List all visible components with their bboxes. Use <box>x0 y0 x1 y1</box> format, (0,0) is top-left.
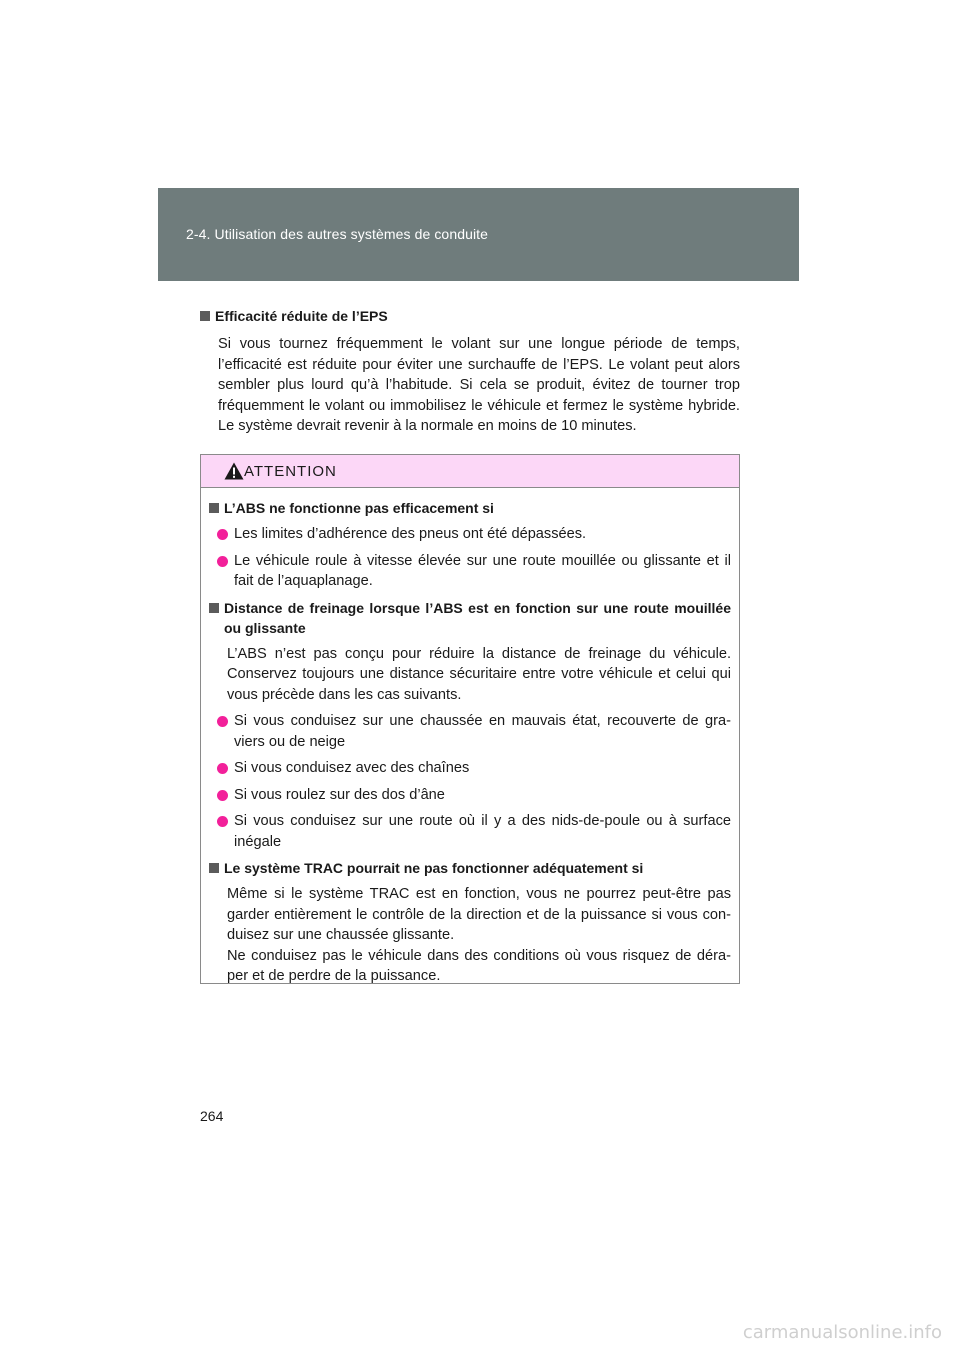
trac-paragraph <box>227 884 731 987</box>
list-item: Si vous conduisez sur une chaussée en mauvais état, recouverte de gra-viers ou de neige <box>217 711 731 752</box>
page-number: 264 <box>200 1108 224 1124</box>
section-header-band <box>158 188 799 281</box>
abs-heading <box>209 498 731 518</box>
list-item: Si vous conduisez sur une route où il y a des nids-de-poule ou à surface inégale <box>217 811 731 852</box>
attention-header <box>201 455 739 488</box>
list-item: Si vous roulez sur des dos d’âne <box>217 785 731 806</box>
pink-dot-icon <box>217 816 228 827</box>
list-item: Le véhicule roule à vitesse élevée sur une route mouillée ou glissante et il fait de l’aquaplanage. <box>217 551 731 592</box>
pink-dot-icon <box>217 716 228 727</box>
section-title: 2-4. Utilisation des autres systèmes de conduite <box>186 226 489 242</box>
pink-dot-icon <box>217 790 228 801</box>
abs-heading-text: L’ABS ne fonctionne pas efficacement si <box>224 500 494 516</box>
trac-paragraph-line: Même si le système TRAC est en fonction, vous ne pourrez peut-être pas garder entièrement le contrôle de la direction et de la puissance si vous con-duisez sur une chaussée glissante. <box>227 886 731 943</box>
square-bullet-icon <box>209 863 219 873</box>
list-item: Les limites d’adhérence des pneus ont été dépassées. <box>217 524 731 545</box>
attention-body <box>201 488 739 987</box>
intro-heading-text: Efficacité réduite de l’EPS <box>215 308 388 324</box>
trac-paragraph-line: Ne conduisez pas le véhicule dans des conditions où vous risquez de déra-per et de perdre de la puissance. <box>227 947 731 984</box>
intro-heading <box>200 306 740 326</box>
square-bullet-icon <box>209 503 219 513</box>
square-bullet-icon <box>209 603 219 613</box>
square-bullet-icon <box>200 311 210 321</box>
watermark: carmanualsonline.info <box>742 1322 942 1343</box>
braking-distance-heading <box>209 598 731 638</box>
braking-distance-paragraph: L’ABS n’est pas conçu pour réduire la distance de freinage du véhicule. Conservez toujours une distance sécuritaire entre votre véhicule et celui qui vous précède dans les cas suivants. <box>227 645 731 703</box>
trac-heading <box>209 858 731 878</box>
trac-heading-text: Le système TRAC pourrait ne pas fonctionner adéquatement si <box>224 860 644 876</box>
intro-section <box>200 306 740 437</box>
braking-distance-heading-text: Distance de freinage lorsque l’ABS est en fonction sur une route mouillée ou glissante <box>224 599 731 636</box>
pink-dot-icon <box>217 529 228 540</box>
attention-title: ATTENTION <box>244 463 337 480</box>
list-item: Si vous conduisez avec des chaînes <box>217 758 731 779</box>
pink-dot-icon <box>217 556 228 567</box>
pink-dot-icon <box>217 763 228 774</box>
warning-triangle-icon <box>224 462 244 480</box>
attention-box <box>200 454 740 984</box>
intro-paragraph: Si vous tournez fréquemment le volant sur une longue période de temps, l’efficacité est réduite pour éviter une surchauffe de l’EPS. Le volant peut alors sembler plus lourd qu’à l’habitude. Si cela se produit, évitez de tourner trop fréquemment le volant ou immobilisez le véhicule et fermez le système hybride. Le système devrait revenir à la normale en moins de 10 minutes. <box>218 336 740 434</box>
